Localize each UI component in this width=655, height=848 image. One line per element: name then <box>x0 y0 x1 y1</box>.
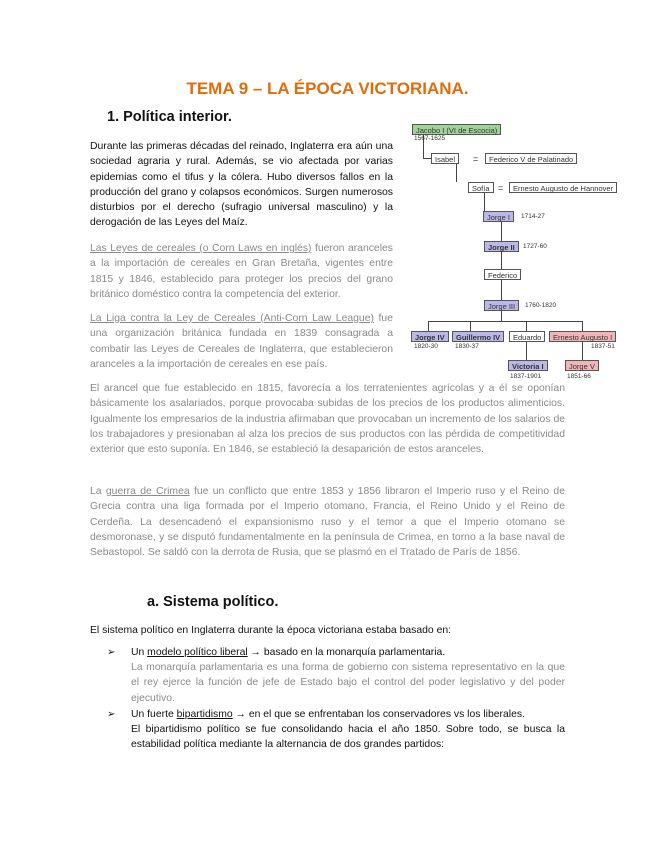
tree-node-ernesto-augusto: Ernesto Augusto de Hannover <box>509 182 617 193</box>
paragraph-sistema-intro: El sistema político en Inglaterra durante la época victoriana estaba basado en: <box>90 625 452 636</box>
tree-node-isabel: Isabel <box>431 153 459 164</box>
link-bipartidismo[interactable]: bipartidismo <box>176 709 233 720</box>
subsection-heading-sistema-politico: a. Sistema político. <box>147 594 279 610</box>
bullet-arrow-icon: ➢ <box>107 709 116 720</box>
tree-node-ernesto-augusto-i: Ernesto Augusto I <box>549 331 616 342</box>
tree-node-jorge-ii: Jorge II <box>484 241 519 252</box>
paragraph-arancel: El arancel que fue establecido en 1815, favorecía a los terratenientes agrícolas y a él se oponían básicamente los asalariados, porque provocaba subidas de los precios de los productos alimenticios. Igualmente los empresarios de la industria afirmaban que provocaban un incremento de los salarios de los trabajadores y presionaban al alza los precios de sus productos con las pérdida de competitividad exterior que esto suponía. En 1846, se estableció la desaparición de estos aranceles. <box>90 383 565 456</box>
tree-node-sofia: Sofía <box>468 182 494 193</box>
page-title: TEMA 9 – LA ÉPOCA VICTORIANA. <box>186 79 469 98</box>
paragraph-crimea-prefix: La <box>90 486 106 497</box>
bullet-1-text: → basado en la monarquía parlamentaria. <box>247 647 446 658</box>
bullet-bipartidismo <box>107 707 565 722</box>
tree-node-jorge-v: Jorge V <box>565 360 599 371</box>
tree-node-jorge-iv: Jorge IV <box>411 331 449 342</box>
section-heading-politica-interior: 1. Política interior. <box>107 109 232 125</box>
bullet-1-detail: La monarquía parlamentaria es una forma de gobierno con sistema representativo en la que el rey ejerce la función de jefe de Estado bajo el control del poder legislativo y del poder ejecutivo. <box>131 662 565 704</box>
bullet-2-prefix: Un fuerte <box>131 709 177 720</box>
link-guerra-crimea[interactable]: guerra de Crimea <box>105 486 190 497</box>
paragraph-league-text: fue una organización británica fundada en 1839 consagrada a combatir las Leyes de Cereales de Inglaterra, que establecieron aranceles a la importación de cereales en ese país. <box>90 313 393 370</box>
tree-node-eduardo: Eduardo <box>509 331 545 342</box>
paragraph-intro: Durante las primeras décadas del reinado, Inglaterra era aún una sociedad agraria y rural. Además, se vio afectada por varias epidemias como el tifus y la cólera. Hubo diversos fallos en la producción del grano y colapsos económicos. Surgen numerosos disturbios por el derecho (sufragio universal masculino) y la derogación de las Leyes del Maíz. <box>90 141 393 229</box>
tree-years-guillermo-iv: 1830-37 <box>455 343 479 350</box>
tree-node-federico-v: Federico V de Palatinado <box>485 153 577 164</box>
tree-years-jacobo: 1567-1625 <box>414 135 446 142</box>
paragraph-corn-laws <box>90 241 393 302</box>
tree-years-ernesto-augusto-i: 1837-51 <box>591 343 615 350</box>
paragraph-anti-corn-law-league <box>90 311 393 372</box>
tree-node-guillermo-iv: Guillermo IV <box>452 331 504 342</box>
bullet-2-text: → en el que se enfrentaban los conservadores vs los liberales. <box>232 709 525 720</box>
tree-equals-2: = <box>498 183 504 193</box>
tree-years-jorge-iv: 1820-30 <box>414 343 438 350</box>
link-modelo-politico-liberal[interactable]: modelo político liberal <box>147 647 248 658</box>
bullet-arrow-icon: ➢ <box>107 647 116 658</box>
link-corn-laws[interactable]: Las Leyes de cereales (o Corn Laws en inglés) <box>90 243 312 254</box>
tree-years-jorge-ii: 1727-60 <box>523 243 547 250</box>
paragraph-crimea-text: fue un conflicto que entre 1853 y 1856 libraron el Imperio ruso y el Reino de Grecia contra una liga formada por el Imperio otomano, Francia, el Reino Unido y el Reino de Cerdeña. La desencadenó el expansionismo ruso y el temor a que el Imperio otomano se desmoronase, y se disputó fundamentalmente en la península de Crimea, en torno a la base naval de Sebastopol. Se saldó con la derrota de Rusia, que se plasmó en el Tratado de París de 1856. <box>90 486 565 559</box>
tree-node-federico: Federico <box>484 269 521 280</box>
tree-node-jacobo-i: Jacobo I (VI de Escocia) <box>412 124 501 135</box>
paragraph-corn-laws-text: fueron aranceles a la importación de cereales en Gran Bretaña, vigentes entre 1815 y 1846, establecido para proteger los precios del grano británico doméstico contra la competencia del exterior. <box>90 243 393 300</box>
paragraph-crimea <box>90 484 565 560</box>
tree-equals-1: = <box>473 154 479 164</box>
tree-years-jorge-iii: 1760-1820 <box>525 302 557 309</box>
tree-years-victoria-i: 1837-1901 <box>510 373 542 380</box>
tree-node-victoria-i: Victoria I <box>508 360 548 371</box>
bullet-modelo-liberal <box>107 645 565 660</box>
tree-node-jorge-iii: Jorge III <box>484 300 519 311</box>
tree-years-jorge-i: 1714-27 <box>521 213 545 220</box>
link-anti-corn-law-league[interactable]: La Liga contra la Ley de Cereales (Anti-Corn Law League) <box>90 313 374 324</box>
tree-years-jorge-v: 1851-66 <box>567 373 591 380</box>
bullet-2-detail: El bipartidismo político se fue consolidando hacia el año 1850. Sobre todo, se busca la estabilidad política mediante la alternancia de dos grandes partidos: <box>131 724 565 751</box>
tree-node-jorge-i: Jorge I <box>483 211 514 222</box>
family-tree-diagram <box>398 120 628 385</box>
bullet-1-prefix: Un <box>131 647 148 658</box>
